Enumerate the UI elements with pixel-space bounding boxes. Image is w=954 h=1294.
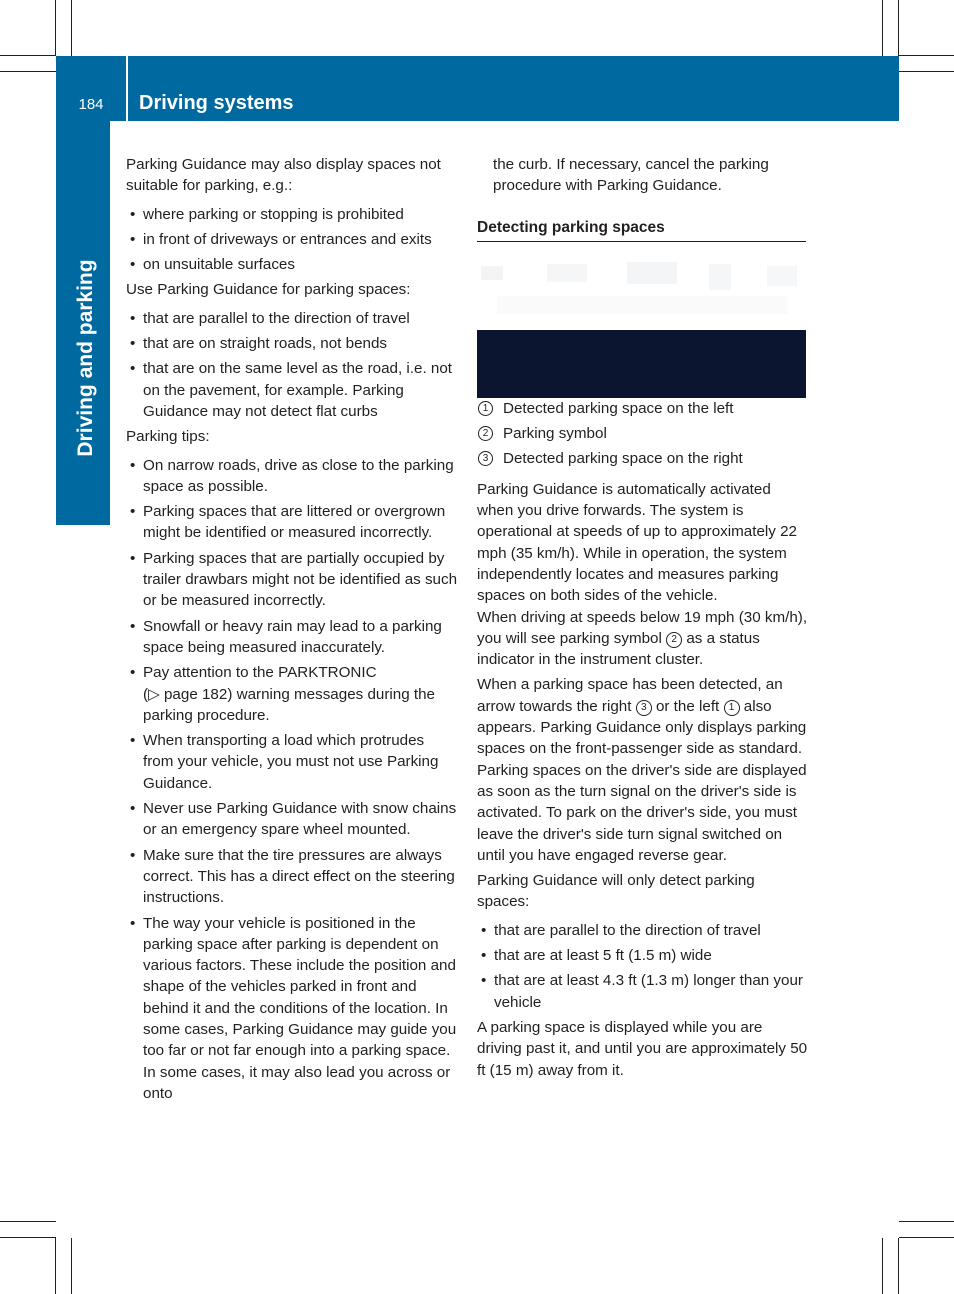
page-ref-link[interactable]: page 182) warning messages during the parking procedure.: [143, 685, 436, 724]
section-heading: Detecting parking spaces: [477, 217, 806, 242]
list-item: • that are at least 4.3 ft (1.3 m) longer than your vehicle: [481, 972, 803, 1011]
right-column: [477, 154, 809, 1081]
parking-display-figure: [477, 250, 806, 388]
crop-mark: [899, 1221, 954, 1222]
continued-bullet-text: the curb. If necessary, cancel the parking procedure with Parking Guidance.: [493, 156, 769, 195]
crop-mark: [898, 1238, 899, 1294]
crop-mark: [899, 1237, 954, 1238]
list-item: • that are on the same level as the road, i.e. not on the pavement, for example. Parking Guidance may not detect flat curbs: [130, 360, 453, 420]
page-ref-arrow-icon: ▷: [148, 685, 160, 703]
crop-mark: [899, 55, 954, 56]
list-item: • that are parallel to the direction of travel: [130, 309, 410, 327]
header-divider: [126, 56, 128, 121]
crop-mark: [71, 0, 72, 56]
list-item: • Make sure that the tire pressures are always correct. This has a direct effect on the steering instructions.: [130, 846, 455, 907]
chapter-tab-label: Driving and parking: [74, 259, 97, 457]
list-item: • Pay attention to the PARKTRONIC (▷ page 182) warning messages during the parking procedure.: [130, 664, 436, 724]
figure-faint-graphic: [477, 256, 806, 326]
intro-paragraph: Parking Guidance may also display spaces not suitable for parking, e.g.:: [126, 156, 441, 195]
use-intro: Use Parking Guidance for parking spaces:: [126, 281, 411, 299]
paragraph: Parking Guidance will only detect parking spaces:: [477, 872, 755, 911]
crop-mark: [882, 0, 883, 56]
list-item: • that are parallel to the direction of travel: [481, 921, 761, 939]
instrument-cluster-display: [477, 330, 806, 398]
crop-mark: [0, 55, 56, 56]
paragraph: When a parking space has been detected, an arrow towards the right 3 or the left 1 also appears. Parking Guidance only displays parking spaces on the front-passenger side as standard. Parking spaces on the driver's side are displayed as soon as the turn signal on the driver's side is activated. To park on the driver's side, you must leave the driver's side turn signal switched on until you have engaged reverse gear.: [477, 676, 807, 864]
legend-item: 2 Parking symbol: [477, 423, 809, 444]
crop-mark: [55, 0, 56, 56]
crop-mark: [71, 1238, 72, 1294]
callout-2-icon: 2: [666, 632, 682, 648]
page-number: 184: [78, 96, 104, 113]
list-item: • Parking spaces that are littered or overgrown might be identified or measured incorrectly.: [130, 503, 446, 542]
crop-mark: [0, 1221, 56, 1222]
page-header: [56, 56, 899, 121]
crop-mark: [55, 1238, 56, 1294]
left-column: [126, 154, 458, 1104]
list-item: • on unsuitable surfaces: [130, 256, 295, 274]
callout-3-icon: 3: [636, 700, 652, 716]
list-item: • Snowfall or heavy rain may lead to a parking space being measured inaccurately.: [130, 617, 442, 656]
crop-mark: [899, 71, 954, 72]
crop-mark: [0, 71, 56, 72]
chapter-tab: [56, 121, 110, 525]
crop-mark: [898, 0, 899, 56]
legend-item: 3 Detected parking space on the right: [477, 448, 809, 469]
callout-1-icon: 1: [724, 700, 740, 716]
list-item: • where parking or stopping is prohibited: [130, 205, 404, 223]
list-item: • Never use Parking Guidance with snow chains or an emergency spare wheel mounted.: [130, 800, 457, 839]
list-item: • When transporting a load which protrudes from your vehicle, you must not use Parking Guidance.: [130, 732, 439, 792]
list-item: • that are on straight roads, not bends: [130, 335, 388, 353]
list-item: • On narrow roads, drive as close to the parking space as possible.: [130, 456, 454, 495]
list-item: • Parking spaces that are partially occupied by trailer drawbars might not be identified as such or be measured incorrectly.: [130, 549, 458, 610]
paragraph: A parking space is displayed while you are driving past it, and until you are approximately 50 ft (15 m) away from it.: [477, 1018, 808, 1079]
legend-item: 1 Detected parking space on the left: [477, 398, 809, 419]
list-item: • that are at least 5 ft (1.5 m) wide: [481, 947, 712, 965]
crop-mark: [882, 1238, 883, 1294]
paragraph: Parking Guidance is automatically activated when you drive forwards. The system is operational at speeds of up to approximately 22 mph (35 km/h). While in operation, the system independently locates and measures parking spaces on both sides of the vehicle.: [477, 480, 797, 605]
crop-mark: [0, 1237, 56, 1238]
list-item: • The way your vehicle is positioned in the parking space after parking is dependent on various factors. These include the position and shape of the vehicles parked in front and behind it and the conditions of the location. In some cases, Parking Guidance may guide you too far or not far enough into a parking space. In some cases, it may also lead you across or onto: [130, 914, 457, 1102]
paragraph: When driving at speeds below 19 mph (30 km/h), you will see parking symbol 2 as a status indicator in the instrument cluster.: [477, 608, 808, 669]
tips-intro: Parking tips:: [126, 428, 210, 446]
section-title: Driving systems: [139, 92, 294, 114]
chapter-tab-label-wrap: [70, 251, 102, 465]
list-item: • in front of driveways or entrances and exits: [130, 230, 432, 248]
